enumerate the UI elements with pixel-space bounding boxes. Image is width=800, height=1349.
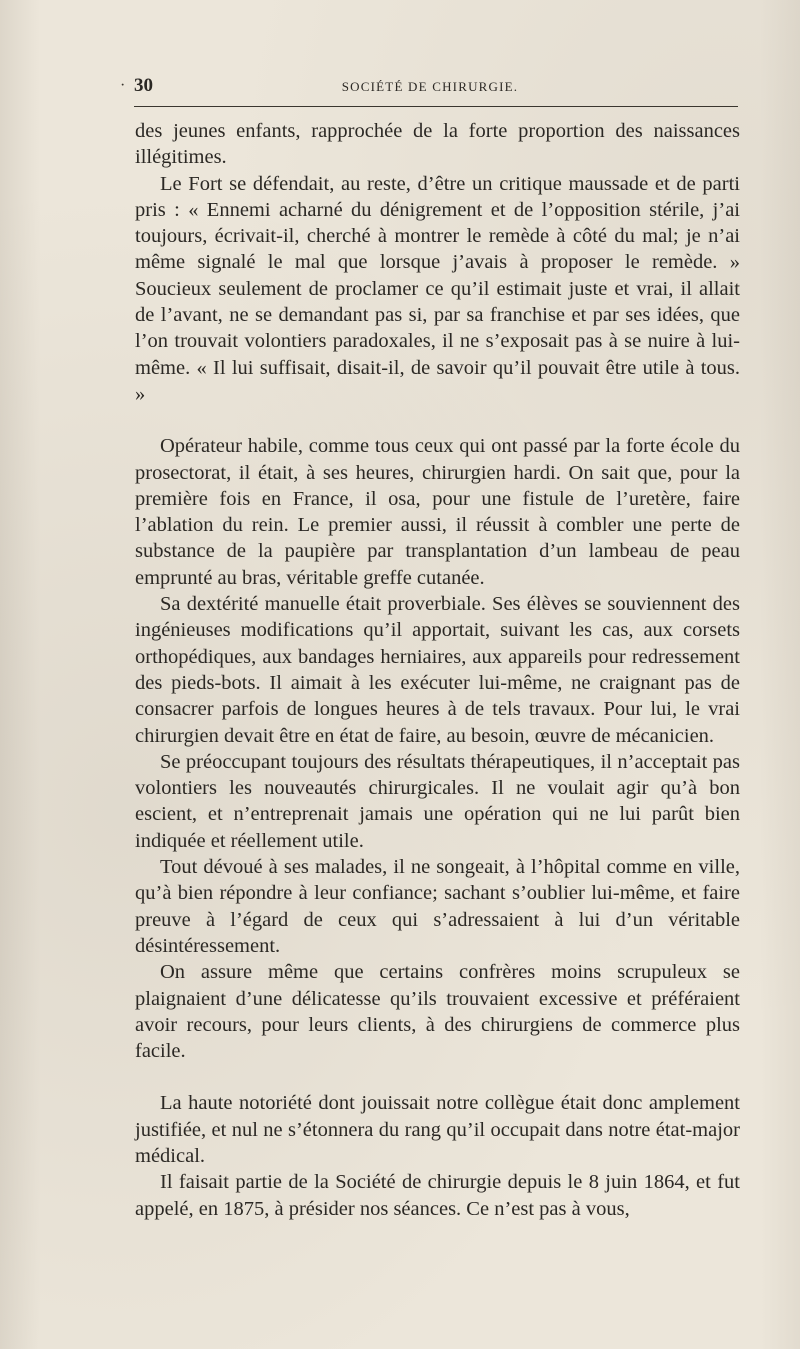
paragraph: Tout dévoué à ses malades, il ne songeait, à l’hôpital comme en ville, qu’à bien répondre à leur confiance; sachant s’oublier lui-même, et faire preuve à l’égard de ceux qui s’adressaient à lui d’un véritable désintéressement.: [135, 856, 740, 957]
journal-title: SOCIÉTÉ DE CHIRURGIE.: [341, 79, 519, 94]
page-number: 30: [134, 75, 153, 96]
paragraph: Se préoccupant toujours des résultats thérapeutiques, il n’acceptait pas volontiers les nouveautés chirurgicales. Il ne voulait agir qu’à bon escient, et n’entreprenait jamais une opération qui ne lui parût bien indiquée et réellement utile.: [135, 750, 740, 852]
paragraph: Sa dextérité manuelle était proverbiale. Ses élèves se souviennent des ingénieuses modifications qu’il apportait, suivant les cas, aux corsets orthopédiques, aux bandages herniaires, aux appareils pour redressement des pieds-bots. Il aimait à les exécuter lui-même, ne craignant pas de consacrer parfois de longues heures à de tels travaux. Pour lui, le vrai chirurgien devait être en état de faire, au besoin, œuvre de mécanicien.: [135, 593, 740, 747]
paragraph: Il faisait partie de la Société de chirurgie depuis le 8 juin 1864, et fut appelé, en 1875, à présider nos séances. Ce n’est pas à vous,: [135, 1171, 740, 1220]
paragraph: On assure même que certains confrères moins scrupuleux se plaignaient d’une délicatesse qu’ils trouvaient excessive et préféraient avoir recours, pour leurs clients, à des chirurgiens de commerce plus facile.: [135, 961, 740, 1063]
body-text: [135, 118, 740, 1222]
running-head: [120, 73, 740, 101]
paragraph: Le Fort se défendait, au reste, d’être un critique maussade et de parti pris : « Ennemi acharné du dénigrement et de l’opposition stérile, j’ai toujours, écrivait-il, cherché à montrer le remède à côté du mal; je n’ai même signalé le mal que lorsque j’avais à proposer le remède. » Soucieux seulement de proclamer ce qu’il estimait juste et vrai, il allait de l’avant, ne se demandant pas si, par sa franchise et par ses idées, que l’on trouvait volontiers paradoxales, il ne s’exposait pas à se nuire à lui-même. « Il lui suffisait, disait-il, de savoir qu’il pouvait être utile à tous. »: [135, 172, 740, 405]
header-rule: [134, 106, 738, 107]
paragraph: La haute notoriété dont jouissait notre collègue était donc amplement justifiée, et nul ne s’étonnera du rang qu’il occupait dans notre état-major médical.: [135, 1092, 740, 1167]
paragraph: Opérateur habile, comme tous ceux qui ont passé par la forte école du prosectorat, il était, à ses heures, chirurgien hardi. On sait que, pour la première fois en France, il osa, pour une fistule de l’uretère, faire l’ablation du rein. Le premier aussi, il réussit à combler une perte de substance de la paupière par transplantation d’un lambeau de peau emprunté au bras, véritable greffe cutanée.: [135, 435, 740, 589]
paragraph-continuation: des jeunes enfants, rapprochée de la forte proportion des naissances illégitimes.: [135, 120, 740, 169]
margin-mark: ·: [120, 77, 126, 94]
